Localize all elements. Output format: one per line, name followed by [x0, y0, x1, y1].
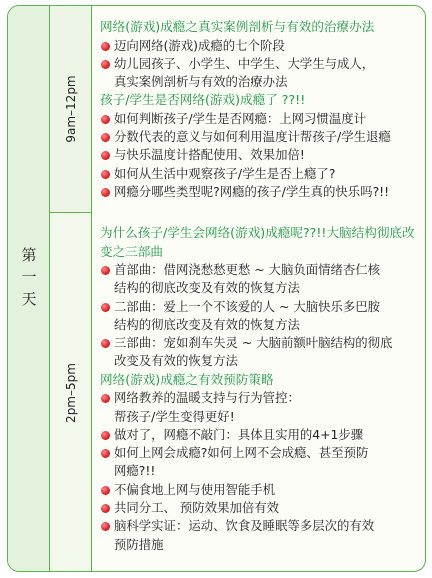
list-item-text: 如何从生活中观察孩子/学生是否上瘾了? — [114, 165, 336, 181]
list-item-text: 迈向网络(游戏)成瘾的七个阶段 — [114, 37, 285, 53]
red-bullet-icon — [101, 188, 110, 197]
list-item-text: 幼儿园孩子、小学生、中学生、大学生与成人， 真实案例剖析与有效的治療办法 — [114, 55, 375, 90]
red-bullet-icon — [101, 170, 110, 179]
session-morning-content — [100, 18, 422, 201]
list-item-text: 网络教养的温暖支持与行为管控： 帮孩子/学生变得更好! — [114, 390, 300, 424]
list-item-text: 首部曲：借网浇愁愁更愁 ~ 大脑负面情绪杏仁核 结构的彻底改变及有效的恢复方法 — [114, 262, 381, 296]
section-heading: 孩子/学生是否网络(游戏)成瘾了 ??!! — [100, 92, 306, 108]
time-label-morning: 9am–12pm — [63, 75, 78, 143]
day-label: 第 一 天 — [21, 246, 37, 308]
red-bullet-icon — [101, 115, 110, 124]
list-item-text: 脑科学实证：运动、饮食及睡眠等多层次的有效 预防措施 — [114, 518, 375, 552]
list-item — [100, 481, 422, 499]
list-item — [100, 128, 422, 146]
list-item-text: 共同分工、 预防效果加倍有效 — [114, 500, 280, 516]
list-item-text: 不偏食地上网与使用智能手机 — [114, 481, 276, 497]
list-item — [100, 426, 422, 444]
list-item — [100, 389, 422, 426]
list-item — [100, 183, 422, 201]
list-item-text: 二部曲：爱上一个不该爱的人 ~ 大脑快乐多巴胺 结构的彻底改变及有效的恢复方法 — [114, 298, 381, 332]
red-bullet-icon — [101, 394, 110, 403]
red-bullet-icon — [101, 431, 110, 440]
red-bullet-icon — [101, 266, 110, 275]
red-bullet-icon — [101, 449, 110, 458]
list-item — [100, 517, 422, 554]
list-item-text: 分数代表的意义与如何利用温度计帮孩子/学生退瘾 — [114, 129, 391, 145]
list-item-text: 如何判断孩子/学生是否网瘾：上网习惯温度计 — [114, 110, 366, 126]
training-schedule-table — [7, 5, 426, 572]
list-item-text: 做对了，网瘾不敲门：具体且实用的4+1步骤 — [114, 426, 364, 442]
list-item-text: 网瘾分哪些类型呢?网瘾的孩子/学生真的快乐吗?!! — [114, 184, 390, 200]
list-item-text: 如何上网会成瘾?如何上网不会成瘾、甚至预防 网瘾?!! — [114, 445, 369, 479]
red-bullet-icon — [101, 504, 110, 513]
time-slot-morning — [50, 6, 92, 213]
list-item — [100, 146, 422, 164]
section-heading: 为什么孩子/学生会网络(游戏)成瘾呢??!!大脑结构彻底改变之三部曲 — [100, 225, 415, 259]
list-item-text: 与快乐温度计搭配使用、效果加倍! — [114, 147, 305, 163]
red-bullet-icon — [101, 42, 110, 51]
list-item — [100, 55, 422, 92]
day-column — [8, 6, 50, 571]
list-item — [100, 298, 422, 335]
red-bullet-icon — [101, 339, 110, 348]
time-slot-afternoon — [50, 213, 92, 572]
red-bullet-icon — [101, 522, 110, 531]
section-heading: 网络(游戏)成瘾之真实案例剖析与有效的治療办法 — [100, 19, 375, 34]
red-bullet-icon — [101, 486, 110, 495]
time-label-afternoon: 2pm–5pm — [63, 363, 78, 423]
red-bullet-icon — [101, 303, 110, 312]
red-bullet-icon — [101, 151, 110, 160]
list-item — [100, 444, 422, 481]
list-item — [100, 165, 422, 183]
list-item-text: 三部曲：宠如刹车失灵 ~ 大脑前额叶脑结构的彻底 改变及有效的恢复方法 — [114, 335, 393, 369]
list-item — [100, 110, 422, 128]
list-item — [100, 499, 422, 517]
list-item — [100, 261, 422, 298]
list-item — [100, 334, 422, 371]
red-bullet-icon — [101, 60, 110, 69]
list-item — [100, 37, 422, 55]
section-heading: 网络(游戏)成瘾之有效预防策略 — [100, 371, 274, 387]
red-bullet-icon — [101, 133, 110, 142]
session-afternoon-content — [100, 224, 422, 554]
